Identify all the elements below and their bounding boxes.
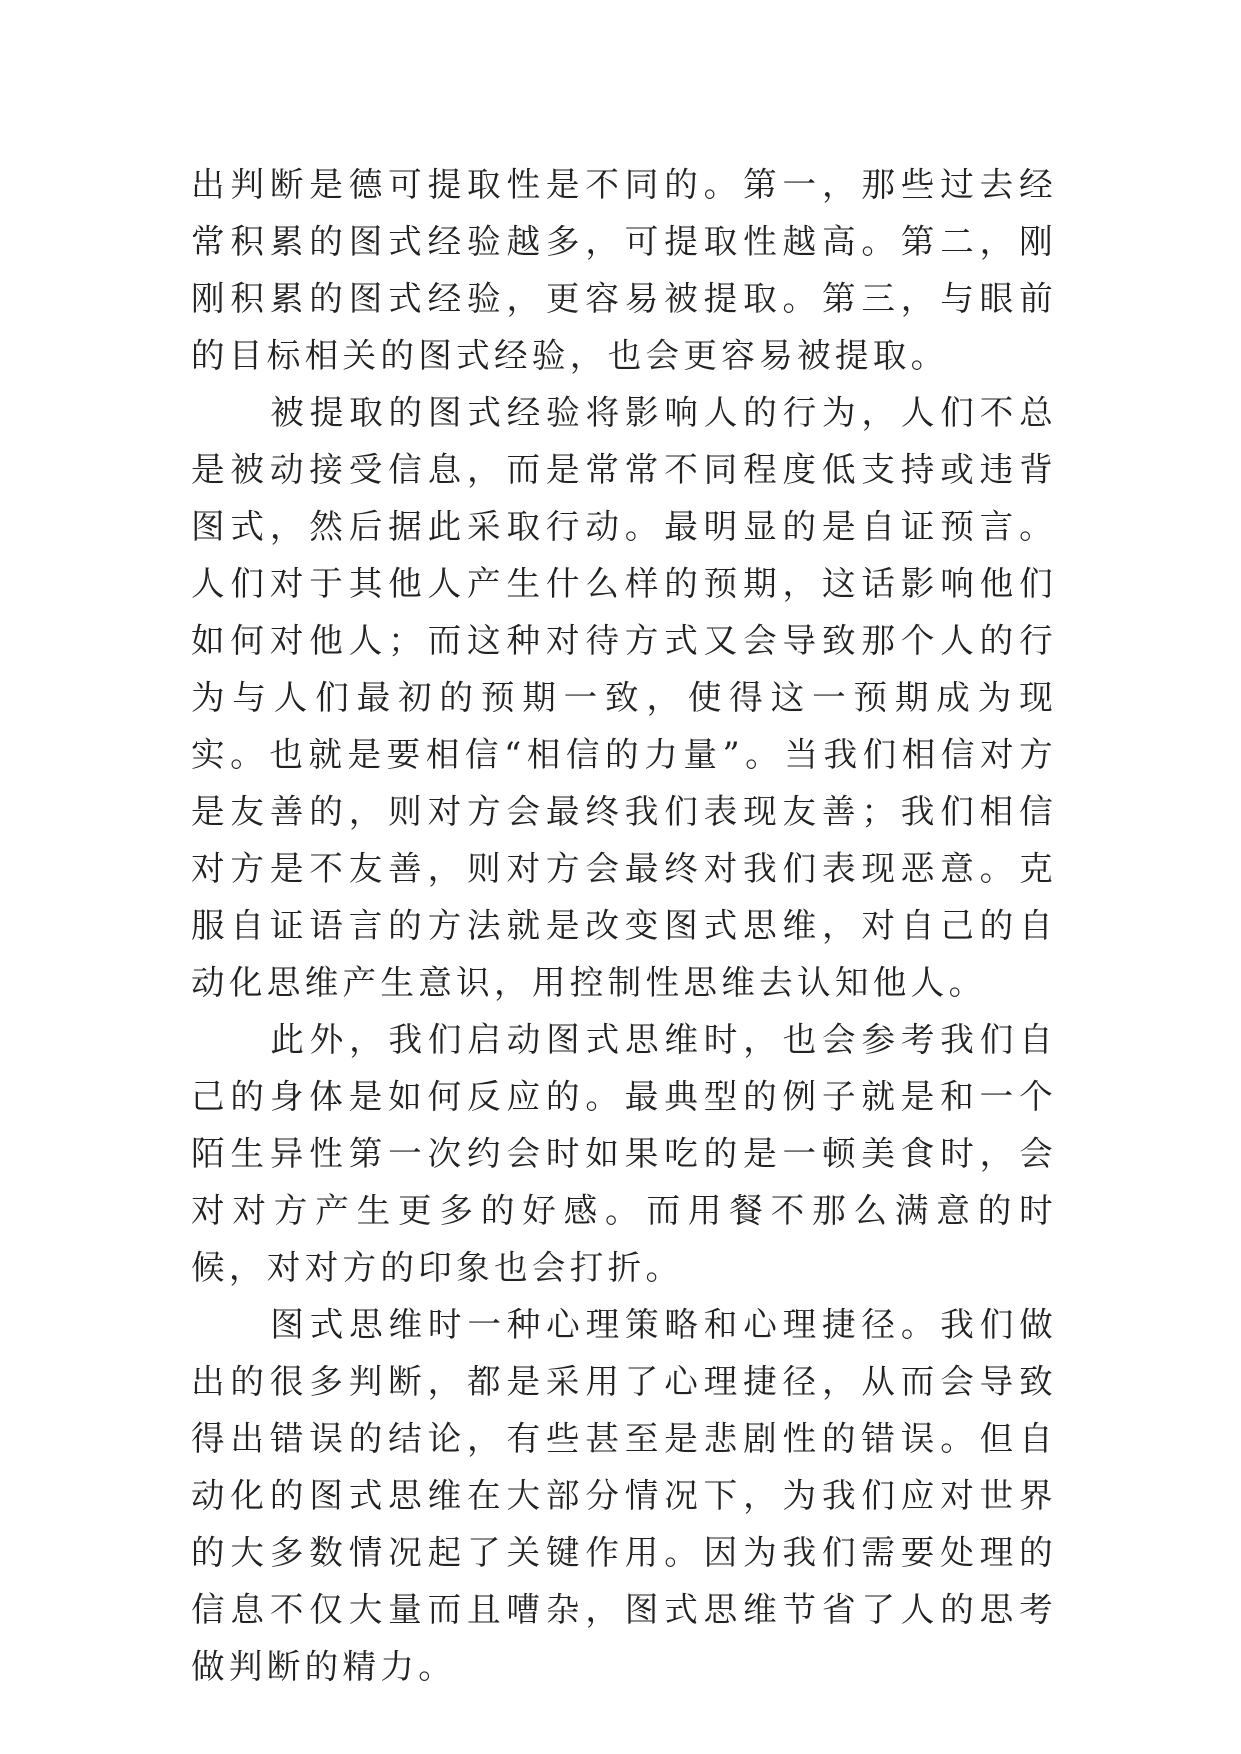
paragraph-mental-shortcut: 图式思维时一种心理策略和心理捷径。我们做出的很多判断，都是采用了心理捷径，从而会导致得出错误的结论，有些甚至是悲剧性的错误。但自动化的图式思维在大部分情况下，为我们应对世界的大多数情况起了关键作用。因为我们需要处理的信息不仅大量而且嘈杂，图式思维节省了人的思考做判断的精力。 [191, 1305, 1057, 1686]
document-body [191, 156, 1057, 1695]
paragraph-self-fulfilling-prophecy: 被提取的图式经验将影响人的行为，人们不总是被动接受信息，而是常常不同程度低支持或违背图式，然后据此采取行动。最明显的是自证预言。人们对于其他人产生什么样的预期，这话影响他们如何对他人；而这种对待方式又会导致那个人的行为与人们最初的预期一致，使得这一预期成为现实。也就是要相信“相信的力量”。当我们相信对方是友善的，则对方会最终我们表现友善；我们相信对方是不友善，则对方会最终对我们表现恶意。克服自证语言的方法就是改变图式思维，对自己的自动化思维产生意识，用控制性思维去认知他人。 [191, 393, 1057, 1002]
paragraph-accessibility: 出判断是德可提取性是不同的。第一，那些过去经常积累的图式经验越多，可提取性越高。第二，刚刚积累的图式经验，更容易被提取。第三，与眼前的目标相关的图式经验，也会更容易被提取。 [191, 165, 1057, 375]
paragraph-body-reaction: 此外，我们启动图式思维时，也会参考我们自己的身体是如何反应的。最典型的例子就是和一个陌生异性第一次约会时如果吃的是一顿美食时，会对对方产生更多的好感。而用餐不那么满意的时候，对对方的印象也会打折。 [191, 1020, 1057, 1287]
